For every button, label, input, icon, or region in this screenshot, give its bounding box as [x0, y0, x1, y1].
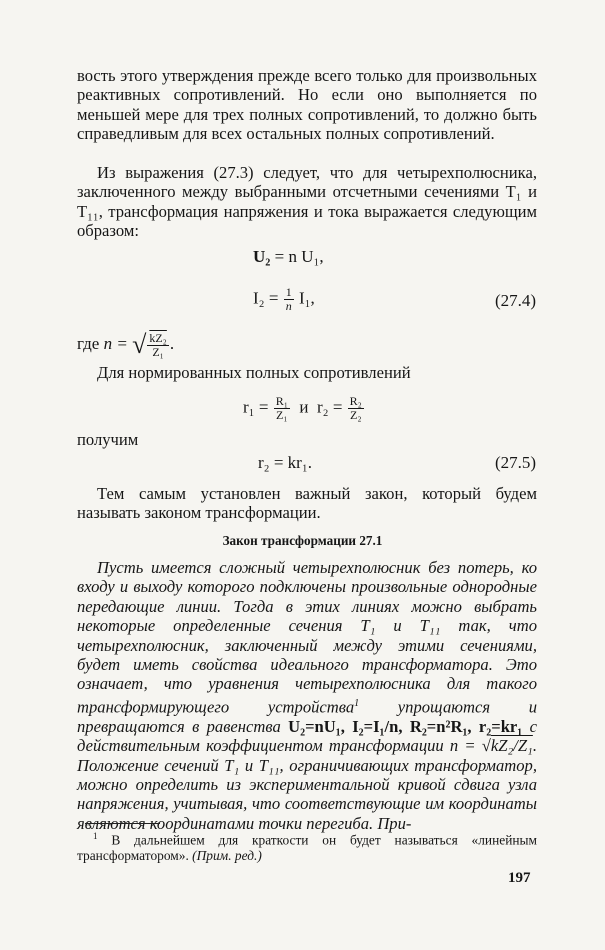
equation-27-5: r₂ = kr₁. [258, 453, 313, 472]
law-statement: Пусть имеется сложный четырехполюсник без потерь, ко входу и выходу которого подключены произвольные однородные передающие линии. Тогда в этих линиях можно выбрать некоторые определенные сечения T₁ и T₁₁ так, что четырехполюсник, заключенный между этими сечениями, будет иметь свойства идеального трансформатора. Это означает, что уравнения четырехполюсника для такого трансформирующего устройства$^1$ упрощаются и превращаются в равенства U₂=nU₁, I₂=I₁/n, R₂=n²R₁, r₂=kr₁ с действительным коэффициентом трансформации n = √kZ₂/Z₁. Положение сечений T₁ и T₁₁, ограничивающих трансформатор, можно определить из экспериментальной кривой сдвига узла напряжения, учитывая, что соответствующие им координаты являются координатами точки перегиба. При- [77, 558, 537, 833]
where-n-definition: где n = √ $\frac{\text{kZ₂}}{\text{Z₁}}$ . [77, 330, 175, 359]
equation-number-27-4: (27.4) [495, 291, 537, 310]
fraction-kz2-over-z1: $\frac{\text{kZ₂}}{\text{Z₁}}$ [149, 330, 167, 359]
page-number: 197 [508, 870, 531, 886]
equation-voltage: U₂ = n U₁, [253, 247, 324, 266]
paragraph-continued: вость этого утверждения прежде всего только для произвольных реактивных сопротивлений. Но если оно выполняется по меньшей мере для трех полных сопротивлений, то должно быть справедливым для всех остальных полных сопротивлений. [77, 66, 537, 144]
equation-normalized: r₁ = $\frac{\text{R₁}}{\text{Z₁}}$ и r₂ = $\frac{\text{R₂}}{\text{Z₂}}$ [243, 394, 362, 422]
paragraph-intro: Из выражения (27.3) следует, что для четырехполюсника, заключенного между выбранными отсчетными сечениями T₁ и T₁₁, трансформация напряжения и тока выражается следующим образом: [77, 163, 537, 241]
paragraph-we-get: получим [77, 430, 139, 449]
sqrt-icon: √ [132, 330, 147, 359]
footnote: $^1$ В дальнейшем для краткости он будет называться «линейным трансформатором». (Прим. ред.) [77, 831, 537, 864]
equation-current: I₂ = $\frac{1}{n}$ I₁, [253, 285, 315, 313]
equation-number-27-5: (27.5) [495, 453, 537, 472]
paragraph-law-intro: Тем самым установлен важный закон, который будем называть законом трансформации. [77, 484, 537, 523]
footnote-reference: 1 [354, 697, 360, 709]
footnote-divider [85, 823, 160, 824]
fraction-r1-over-z1: $\frac{\text{R₁}}{\text{Z₁}}$ [275, 394, 288, 422]
section-heading: Закон трансформации 27.1 [222, 533, 383, 548]
fraction-r2-over-z2: $\frac{\text{R₂}}{\text{Z₂}}$ [349, 394, 362, 422]
paragraph-normalized: Для нормированных полных сопротивлений [97, 363, 411, 382]
fraction-one-over-n: $\frac{1}{n}$ [285, 285, 292, 313]
